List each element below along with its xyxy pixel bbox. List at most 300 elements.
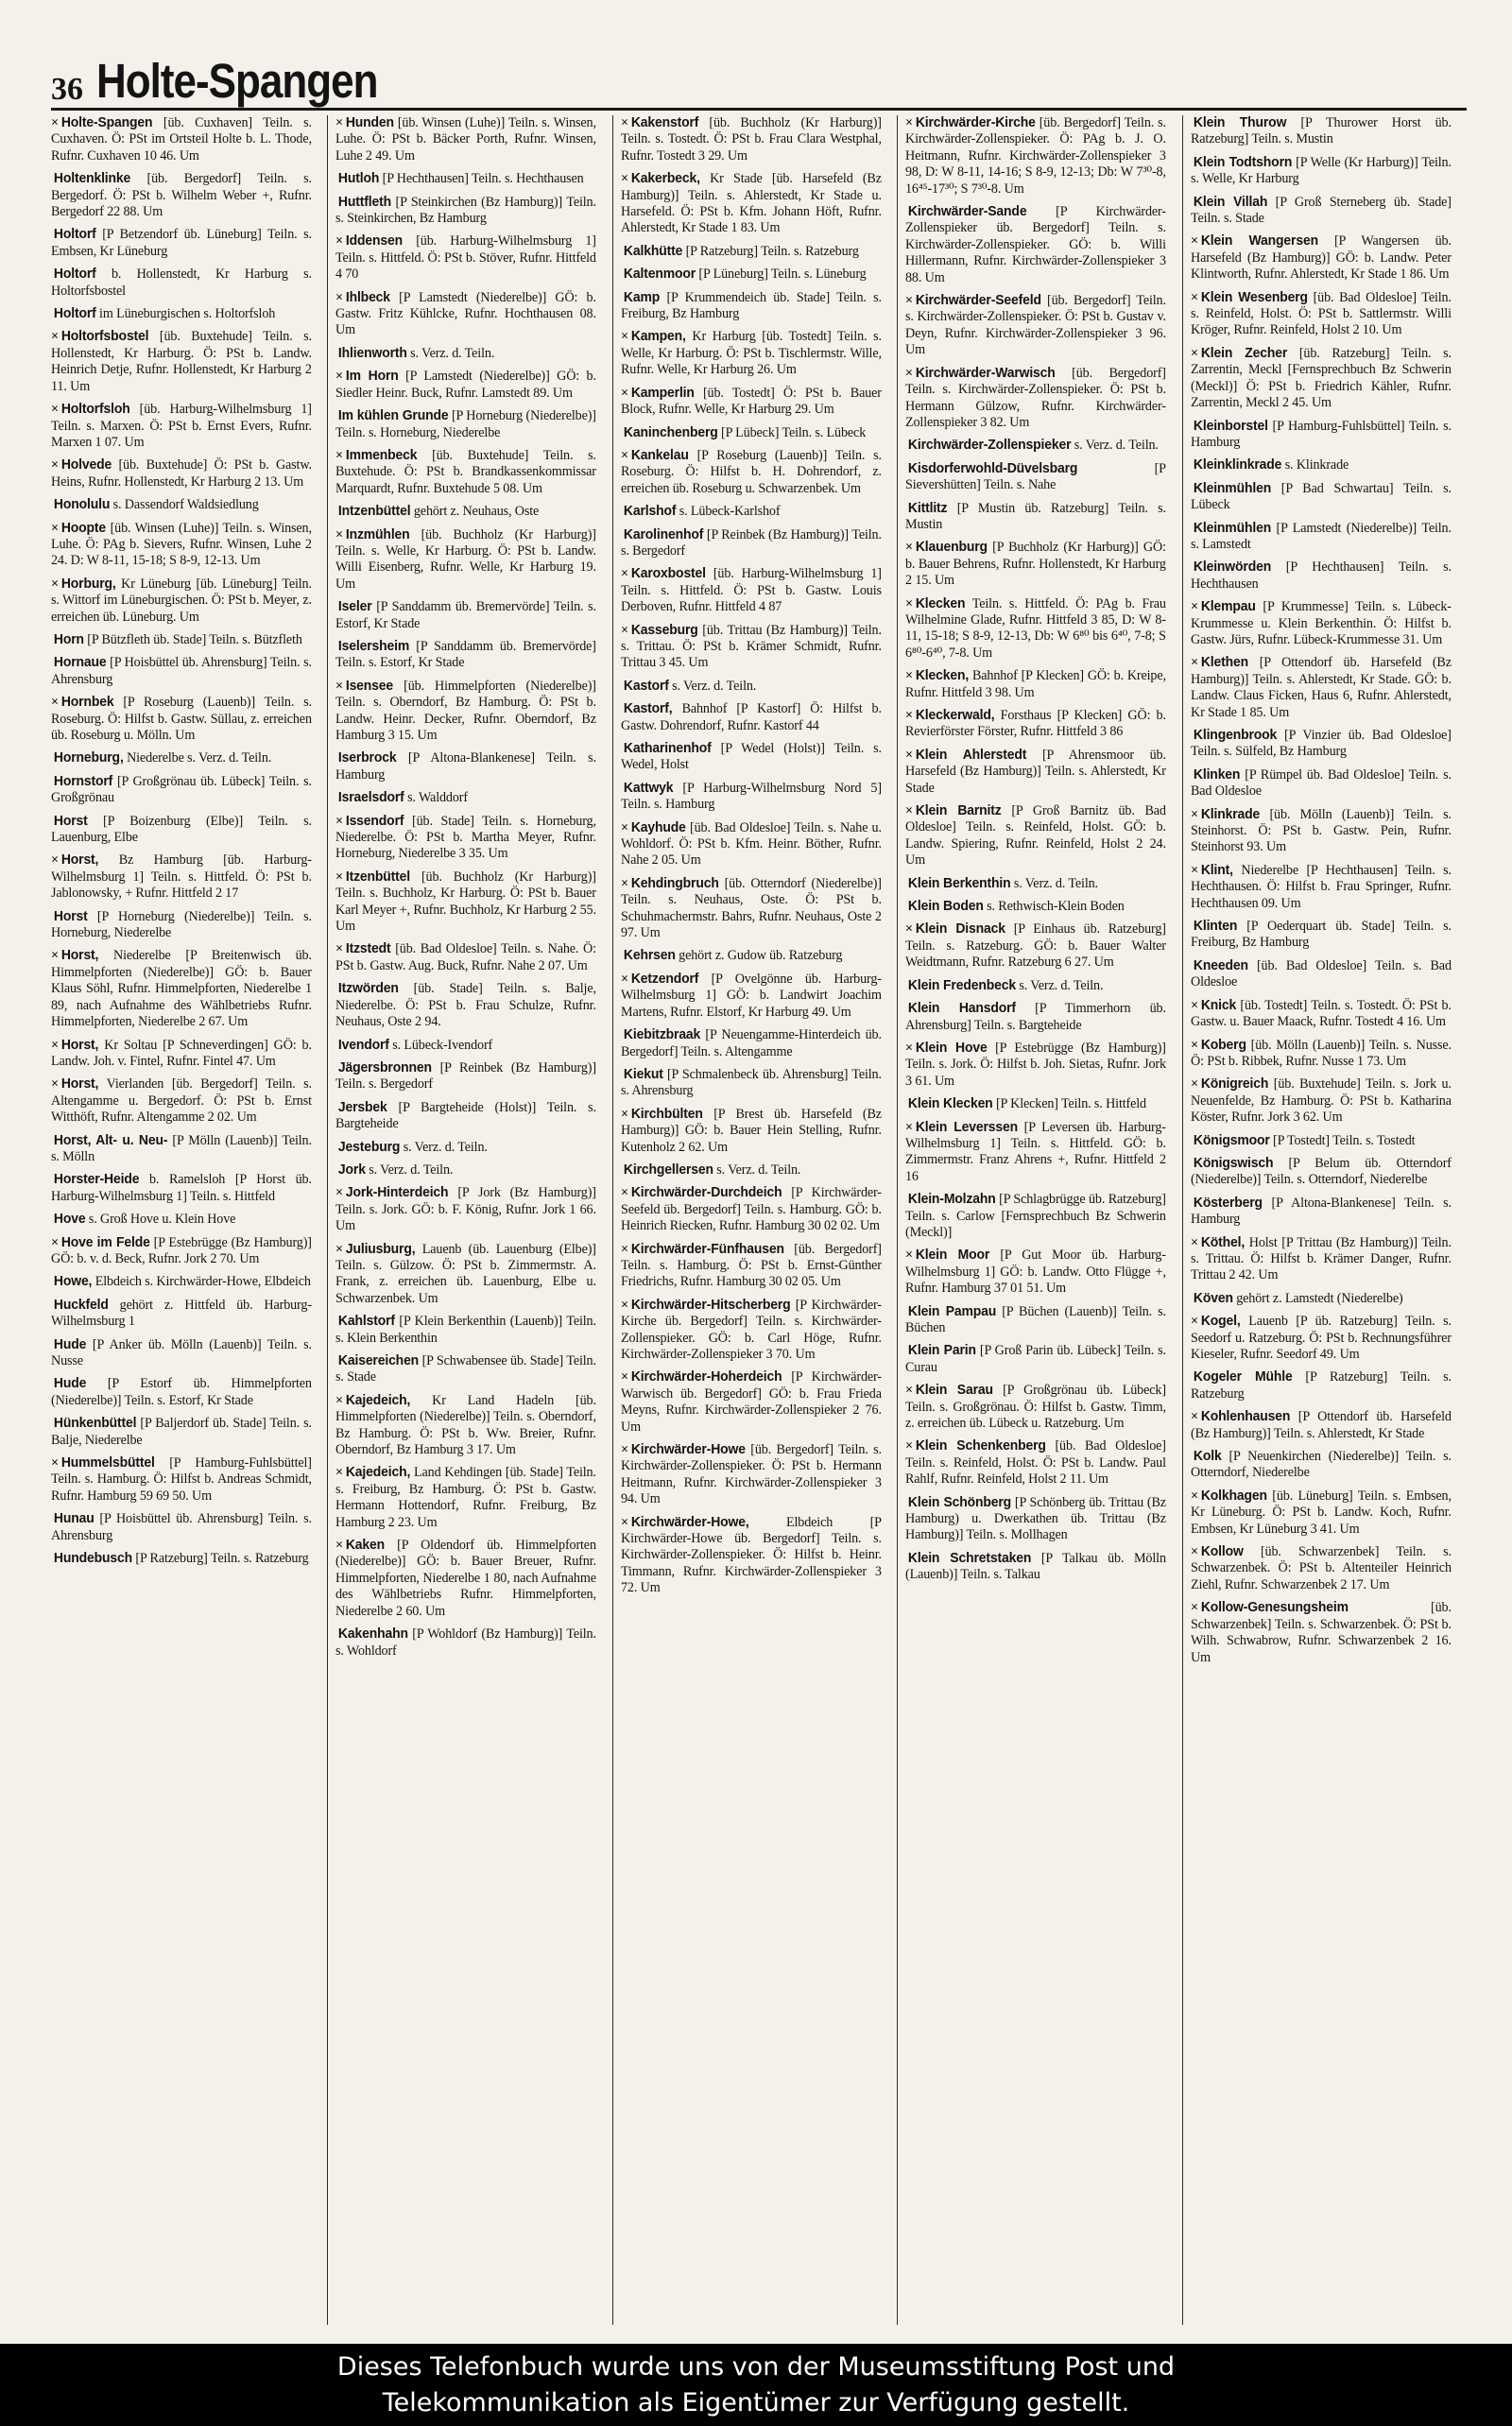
place-name: Klein-Molzahn — [908, 1192, 996, 1208]
directory-entry — [621, 701, 882, 734]
entry-details: [üb. Harburg-Wilhelmsburg 1] Teiln. s. Marxen. Ö: PSt b. Ernst Evers, Rufnr. Marxen 1 07. Um — [51, 402, 312, 450]
entry-details: [P Leversen üb. Harburg-Wilhelmsburg 1] Teiln. s. Hittfeld. GÖ: b. Zimmermstr. Franz Ahrens +, Rufnr. Hittfeld 2 16 — [905, 1119, 1167, 1184]
directory-entry — [621, 1369, 882, 1436]
directory-entry — [51, 632, 312, 648]
entry-details: [P Groß Parin üb. Lübeck] Teiln. s. Curau — [905, 1343, 1167, 1375]
directory-entry — [1191, 1409, 1452, 1442]
place-name: Horst, — [60, 948, 99, 964]
place-name: Holtenklinke — [53, 171, 131, 187]
entry-details: [P Ratzeburg] Teiln. s. Ratzeburg — [685, 243, 859, 259]
place-name: Hundebusch — [53, 1551, 132, 1567]
directory-entry — [335, 1353, 596, 1386]
directory-entry — [51, 576, 312, 626]
directory-entry — [621, 1298, 882, 1364]
header-rule — [51, 108, 1467, 111]
place-name: Jesteburg — [338, 1139, 401, 1155]
post-office-marker: × — [51, 520, 59, 536]
entry-details: [P Einhaus üb. Ratzeburg] Teiln. s. Ratzeburg. GÖ: b. Bauer Walter Weidtmann, Rufnr. Ratzeburg 6 27. Um — [905, 921, 1167, 971]
post-office-marker: × — [335, 1538, 344, 1554]
entry-details: [üb. Himmelpforten (Niederelbe)] Teiln. s. Oberndorf, Bz Hamburg. Ö: PSt b. Landw. Heinr. Decker, Rufnr. Oberndorf, Bz Hamburg 3 15. Um — [335, 678, 597, 743]
directory-entry — [51, 227, 312, 260]
entry-details: [P Reinbek (Bz Hamburg)] Teiln. s. Bergedorf — [620, 526, 882, 559]
post-office-marker: × — [1190, 233, 1198, 249]
directory-entry — [1191, 998, 1452, 1031]
post-office-marker: × — [620, 385, 628, 401]
directory-entry — [335, 290, 596, 339]
directory-entry — [905, 540, 1166, 589]
entry-details: [üb. Buchholz (Kr Harburg)] Teiln. s. Welle, Kr Harburg. Ö: PSt b. Landw. Willi Eisenberg, Rufnr. Welle, Kr Harburg 19. Um — [335, 526, 597, 592]
place-name: Hornstorf — [53, 773, 113, 789]
place-name: Köthel, — [1200, 1234, 1245, 1250]
directory-entry — [905, 1247, 1166, 1297]
entry-details: [P Kirchwärder-Seefeld üb. Bergedorf] Teiln. s. Hamburg. GÖ: b. Heinrich Riecken, Rufnr. Hamburg 30 02 02. Um — [620, 1185, 882, 1234]
place-name: Kohlenhausen — [1200, 1409, 1290, 1425]
entry-details: [P Mölln (Lauenb)] Teiln. s. Mölln — [51, 1132, 312, 1164]
place-name: Horster-Heide — [53, 1172, 140, 1188]
directory-entry — [905, 1001, 1166, 1034]
post-office-marker: × — [335, 115, 344, 130]
place-name: Jersbek — [338, 1099, 388, 1115]
directory-entry — [51, 1511, 312, 1544]
post-office-marker: × — [51, 576, 59, 592]
place-name: Hünkenbüttel — [53, 1416, 137, 1432]
entry-details: [üb. Buchholz (Kr Harburg)] Teiln. s. Tostedt. Ö: PSt b. Frau Clara Westphal, Rufnr. Tostedt 3 29. Um — [620, 115, 882, 163]
place-name: Kösterberg — [1193, 1195, 1263, 1211]
post-office-marker: × — [905, 921, 914, 938]
directory-entry — [51, 1172, 312, 1205]
entry-details: Teiln. s. Hittfeld. Ö: PAg b. Frau Wilhelmine Glade, Rufnr. Hittfeld 3 85, D: W 8-11, 15-18; S 8-9, 12-13, Db: W 6⁸⁰ bis 6⁴⁰, 7-8; S 6⁸⁰-6⁴⁰, 7-8. Um — [905, 595, 1167, 661]
entry-details: [P Wangersen üb. Harsefeld (Bz Hamburg)] GÖ: b. Landw. Peter Klintworth, Rufnr. Ahlerstedt, Kr Stade 1 86. Um — [1190, 233, 1452, 283]
entry-details: [P Altona-Blankenese] Teiln. s. Hamburg — [335, 750, 597, 783]
entry-details: [üb. Buxtehude] Teiln. s. Hollenstedt, Kr Harburg. Ö: PSt b. Landw. Heinrich Detje, Rufnr. Hollenstedt, Kr Harburg 2 11. Um — [51, 329, 312, 394]
entry-details: Niederelbe [P Hechthausen] Teiln. s. Hechthausen. Ö: Hilfst b. Frau Springer, Rufnr. Hechthausen 09. Um — [1190, 862, 1452, 911]
entry-details: [P Büchen (Lauenb)] Teiln. s. Büchen — [905, 1303, 1167, 1335]
entry-details: [P Oldendorf üb. Himmelpforten (Niederelbe)] GÖ: b. Bauer Breuer, Rufnr. Himmelpforten, Niederelbe 1 80, nach Aufnahme des Wählbetriebs Rufnr. Himmelpforten, Niederelbe 2 60. Um — [335, 1538, 597, 1619]
directory-entry — [1191, 1133, 1452, 1149]
place-name: Kastorf, — [623, 701, 673, 717]
post-office-marker: × — [335, 447, 344, 463]
directory-entry — [1191, 195, 1452, 228]
directory-entry — [51, 695, 312, 744]
entry-details: [P Großgrönau üb. Lübeck] Teiln. s. Großgrönau — [51, 773, 312, 806]
post-office-marker: × — [620, 171, 628, 187]
place-name: Kirchwärder-Zollenspieker — [908, 438, 1072, 454]
place-name: Klein Hove — [916, 1040, 988, 1056]
entry-details: [üb. Buchholz (Kr Harburg)] Teiln. s. Buchholz, Kr Harburg. Ö: PSt b. Bauer Karl Meyer +, Rufnr. Buchholz, Kr Harburg 2 55. Um — [335, 869, 597, 935]
directory-entry — [335, 369, 596, 402]
directory-entry — [1191, 1600, 1452, 1666]
directory-entry — [51, 814, 312, 847]
directory-entry — [621, 1442, 882, 1508]
place-name: Kirchwärder-Warwisch — [916, 365, 1056, 381]
entry-details: [üb. Cuxhaven] Teiln. s. Cuxhaven. Ö: PSt im Ortsteil Holte b. L. Thode, Rufnr. Cuxhaven 10 46. Um — [51, 115, 312, 163]
place-name: Katharinenhof — [623, 741, 712, 756]
place-name: Isensee — [346, 678, 394, 694]
post-office-marker: × — [905, 803, 914, 819]
place-name: Kajedeich, — [346, 1392, 411, 1408]
place-name: Ihlienworth — [338, 345, 408, 361]
entry-details: [üb. Schwarzenbek] Teiln. s. Schwarzenbek. Ö: PSt b. Wilh. Schwabrow, Rufnr. Schwarzenbek 2 16. Um — [1190, 1600, 1452, 1665]
place-name: Kleckerwald, — [916, 708, 995, 723]
entry-details: [P Ratzeburg] Teiln. s. Ratzeburg — [135, 1551, 309, 1567]
place-name: Koberg — [1200, 1037, 1246, 1053]
entry-details: Elbdeich [P Kirchwärder-Howe üb. Bergedorf] Teiln. s. Kirchwärder-Zollenspieker. Ö: Hilfst b. Heinr. Timmann, Rufnr. Kirchwärder-Zollenspieker 3 72. Um — [620, 1514, 882, 1596]
directory-entry — [51, 1235, 312, 1268]
place-name: Kogel, — [1200, 1314, 1241, 1330]
post-office-marker: × — [51, 329, 59, 345]
entry-details: Kr Harburg [üb. Tostedt] Teiln. s. Welle, Kr Harburg. Ö: PSt b. Tischlermstr. Wille, Rufnr. Welle, Kr Harburg 26. Um — [620, 329, 882, 378]
place-name: Klein Thurow — [1193, 115, 1286, 130]
entry-details: s. Rethwisch-Klein Boden — [987, 899, 1125, 915]
directory-entry — [1191, 559, 1452, 593]
place-name: Horst, — [60, 1076, 99, 1093]
entry-details: [üb. Buxtehude] Teiln. s. Buxtehude. Ö: PSt b. Brandkassenkommissar Marquardt, Rufnr. Buxtehude 5 08. Um — [335, 447, 597, 496]
directory-entry — [905, 899, 1166, 915]
place-name: Kneeden — [1193, 957, 1248, 973]
place-name: Kakenhahn — [338, 1626, 409, 1643]
entry-details: s. Verz. d. Teiln. — [1014, 875, 1099, 891]
directory-entry — [621, 1162, 882, 1179]
place-name: Holtorfsloh — [60, 402, 130, 418]
place-name: Kehrsen — [623, 948, 676, 964]
post-office-marker: × — [905, 708, 914, 723]
directory-entry — [905, 438, 1166, 454]
entry-details: [üb. Mölln (Lauenb)] Teiln. s. Steinhorst. Ö: PSt b. Gastw. Pein, Rufnr. Steinhorst 93. Um — [1190, 806, 1452, 855]
entry-details: [P Hechthausen] Teiln. s. Hechthausen — [1190, 559, 1452, 592]
entry-details: s. Klinkrade — [1284, 457, 1349, 473]
directory-entry — [905, 1041, 1166, 1090]
post-office-marker: × — [335, 369, 344, 385]
directory-entry — [621, 948, 882, 964]
place-name: Hummelsbüttel — [60, 1455, 155, 1471]
post-office-marker: × — [335, 813, 344, 829]
place-name: Huckfeld — [53, 1297, 109, 1313]
directory-entry — [905, 204, 1166, 286]
place-name: Jork-Hinterdeich — [346, 1185, 449, 1201]
directory-entry — [621, 425, 882, 441]
directory-entry — [1191, 728, 1452, 761]
entry-details: [P Baljerdorf üb. Stade] Teiln. s. Balje, Niederelbe — [51, 1416, 312, 1448]
place-name: Kleinmühlen — [1193, 480, 1271, 496]
entry-details: s. Groß Hove u. Klein Hove — [88, 1212, 236, 1228]
post-office-marker: × — [1190, 1234, 1198, 1250]
directory-entry — [905, 1495, 1166, 1544]
place-name: Kollow-Genesungsheim — [1200, 1600, 1349, 1616]
post-office-marker: × — [51, 1234, 59, 1250]
post-office-marker: × — [905, 1040, 914, 1056]
directory-entry — [1191, 233, 1452, 283]
directory-entry — [335, 1314, 596, 1347]
entry-details: [P Lamstedt (Niederelbe)] Teiln. s. Lamstedt — [1190, 520, 1452, 552]
entry-details: [üb. Bergedorf] Teiln. s. Kirchwärder-Zollenspieker. Ö: PSt b. Hermann Heitmann, Rufnr. Kirchwärder-Zollenspieker 3 94. Um — [620, 1442, 882, 1507]
place-name: Kisdorferwohld-Düvelsbarg — [908, 460, 1078, 476]
entry-details: [P Groß Sterneberg üb. Stade] Teiln. s. Stade — [1190, 194, 1452, 227]
directory-entry — [905, 748, 1166, 797]
post-office-marker: × — [335, 941, 344, 957]
entry-details: [P Boizenburg (Elbe)] Teiln. s. Lauenburg, Elbe — [51, 813, 312, 846]
directory-entry — [335, 171, 596, 187]
entry-details: [üb. Tostedt] Teiln. s. Tostedt. Ö: PSt b. Gastw. u. Bauer Maack, Rufnr. Tostedt 4 16. Um — [1190, 997, 1452, 1030]
place-name: Horneburg, — [53, 750, 124, 766]
place-name: Kaken — [346, 1538, 386, 1554]
entry-details: [P Mustin üb. Ratzeburg] Teiln. s. Mustin — [905, 500, 1167, 532]
place-name: Holvede — [60, 457, 112, 473]
place-name: Itzwörden — [338, 981, 400, 997]
directory-entry — [335, 1060, 596, 1093]
entry-details: [P Rümpel üb. Bad Oldesloe] Teiln. s. Bad Oldesloe — [1190, 766, 1452, 800]
place-name: Karlshof — [623, 504, 677, 520]
entry-details: [P Krummendeich üb. Stade] Teiln. s. Freiburg, Bz Hamburg — [620, 289, 882, 322]
entry-details: im Lüneburgischen s. Holtorfsloh — [99, 306, 276, 322]
directory-entry — [335, 814, 596, 863]
entry-details: s. Verz. d. Teiln. — [716, 1161, 801, 1178]
place-name: Kirchwärder-Howe, — [630, 1514, 749, 1530]
post-office-marker: × — [335, 289, 344, 305]
place-name: Kastorf — [623, 678, 669, 694]
entry-details: Elbdeich s. Kirchwärder-Howe, Elbdeich — [94, 1274, 311, 1290]
directory-entry — [51, 267, 312, 300]
entry-details: [P Estorf üb. Himmelpforten (Niederelbe)] Teiln. s. Estorf, Kr Stade — [51, 1376, 312, 1408]
directory-entry — [905, 803, 1166, 869]
entry-details: [üb. Winsen (Luhe)] Teiln. s. Winsen, Luhe. Ö: PAg b. Sievers, Rufnr. Winsen, Luhe 2 24. D: W 8-11, 15-18; S 8-9, 12-13. Um — [51, 520, 312, 569]
entry-details: [P Schmalenbeck üb. Ahrensburg] Teiln. s. Ahrensburg — [620, 1066, 882, 1099]
entry-details: [P Tostedt] Teiln. s. Tostedt — [1272, 1132, 1416, 1148]
place-name: Kirchgellersen — [623, 1161, 713, 1178]
directory-entry — [335, 346, 596, 362]
entry-details: Forsthaus [P Klecken] GÖ: b. Revierförster Förster, Rufnr. Hittfeld 3 86 — [905, 708, 1167, 740]
place-name: Holtorfsbostel — [60, 329, 149, 345]
place-name: Kampen, — [630, 329, 686, 345]
place-name: Karoxbostel — [630, 566, 706, 582]
directory-entry — [905, 1192, 1166, 1241]
directory-entry — [905, 978, 1166, 994]
place-name: Horburg, — [60, 576, 116, 592]
place-name: Kirchwärder-Durchdeich — [630, 1185, 782, 1201]
place-name: Klein Wesenberg — [1200, 289, 1308, 305]
directory-entry — [51, 521, 312, 570]
entry-details: [P Roseburg (Lauenb)] Teiln. s. Roseburg. Ö: Hilfst b. Gastw. Süllau, z. erreichen üb. Roseburg u. Mölln. Um — [51, 695, 312, 743]
directory-entry — [621, 741, 882, 774]
place-name: Klein Moor — [916, 1247, 990, 1264]
entry-details: Land Kehdingen [üb. Stade] Teiln. s. Freiburg, Bz Hamburg. Ö: PSt b. Gastw. Hermann Hottendorf, Rufnr. Freiburg, Bz Hamburg 2 23. Um — [335, 1465, 597, 1530]
entry-details: s. Verz. d. Teiln. — [671, 678, 757, 694]
directory-entry — [1191, 1235, 1452, 1284]
entry-details: [P Klecken] Teiln. s. Hittfeld — [996, 1096, 1147, 1112]
post-office-marker: × — [335, 869, 344, 885]
directory-entry — [621, 1027, 882, 1060]
entry-details: [P Kirchwärder-Kirche üb. Bergedorf] Teiln. s. Kirchwärder-Zollenspieker. GÖ: b. Carl Höge, Rufnr. Kirchwärder-Zollenspieker 3 70. Um — [620, 1297, 882, 1362]
post-office-marker: × — [905, 1247, 914, 1264]
place-name: Hornbek — [60, 695, 114, 711]
entry-details: s. Dassendorf Waldsiedlung — [112, 497, 259, 513]
place-name: Kolkhagen — [1200, 1488, 1267, 1504]
place-name: Kalkhütte — [623, 243, 683, 259]
entry-details: [P Neuengamme-Hinterdeich üb. Bergedorf] Teiln. s. Altengamme — [620, 1027, 882, 1059]
directory-entry — [905, 668, 1166, 701]
place-name: Kakenstorf — [630, 115, 699, 130]
post-office-marker: × — [905, 115, 914, 130]
entry-details: [üb. Buxtehude] Ö: PSt b. Gastw. Heins, Rufnr. Hollenstedt, Kr Harburg 2 13. Um — [51, 457, 312, 490]
post-office-marker: × — [1190, 1076, 1198, 1093]
entry-details: [üb. Stade] Teiln. s. Balje, Niederelbe. Ö: PSt b. Frau Schulze, Rufnr. Neuhaus, Oste 2 94. — [335, 981, 597, 1030]
entry-details: s. Verz. d. Teiln. — [1019, 977, 1104, 993]
directory-entry — [621, 1107, 882, 1156]
entry-details: gehört z. Neuhaus, Oste — [414, 504, 540, 520]
directory-entry — [621, 115, 882, 164]
entry-details: [P Kirchwärder-Warwisch üb. Bergedorf] GÖ: b. Frau Frieda Meyns, Rufnr. Kirchwärder-Zollenspieker 2 76. Um — [620, 1369, 882, 1435]
directory-entry — [51, 1212, 312, 1228]
directory-entry — [51, 1337, 312, 1370]
directory-entry — [335, 599, 596, 632]
directory-entry — [51, 497, 312, 513]
place-name: Huttfleth — [338, 194, 392, 210]
place-name: Horst, — [60, 852, 99, 869]
directory-entry — [335, 233, 596, 283]
place-name: Klein Todtshorn — [1193, 154, 1292, 170]
place-name: Klint, — [1200, 862, 1233, 878]
directory-entry — [905, 1304, 1166, 1337]
directory-entry — [621, 566, 882, 615]
directory-entry — [335, 1242, 596, 1308]
place-name: Klein Disnack — [916, 921, 1006, 938]
post-office-marker: × — [335, 1392, 344, 1408]
directory-entry — [51, 1551, 312, 1567]
post-office-marker: × — [620, 1442, 628, 1458]
place-name: Inzmühlen — [346, 526, 410, 542]
entry-details: s. Verz. d. Teiln. — [1074, 438, 1160, 454]
place-name: Ihlbeck — [346, 289, 391, 305]
entry-details: [P Wedel (Holst)] Teiln. s. Wedel, Holst — [620, 741, 882, 773]
directory-entry — [51, 948, 312, 1030]
entry-details: [P Ottendorf üb. Harsefeld (Bz Hamburg)] Teiln. s. Ahlerstedt, Kr Stade — [1190, 1409, 1452, 1441]
place-name: Horst, Alt- u. Neu- — [53, 1132, 168, 1148]
place-name: Iserbrock — [338, 750, 397, 766]
entry-details: s. Verz. d. Teiln. — [404, 1139, 489, 1155]
entry-details: [üb. Bad Oldesloe] Teiln. s. Nahe u. Wohldorf. Ö: PSt b. Kfm. Heinr. Böther, Rufnr. Nahe 2 05. Um — [620, 819, 882, 869]
place-name: Horst — [53, 813, 88, 829]
place-name: Im kühlen Grunde — [338, 408, 449, 424]
place-name: Kayhude — [630, 819, 686, 835]
directory-entry — [1191, 346, 1452, 412]
post-office-marker: × — [905, 293, 914, 309]
place-name: Kasseburg — [630, 622, 698, 638]
place-name: Horst — [53, 908, 88, 924]
directory-entry — [335, 504, 596, 520]
entry-details: [P Talkau üb. Mölln (Lauenb)] Teiln. s. Talkau — [905, 1550, 1167, 1583]
directory-entry — [335, 941, 596, 974]
post-office-marker: × — [335, 1241, 344, 1257]
place-name: Köven — [1193, 1290, 1233, 1306]
place-name: Klein Sarau — [916, 1383, 994, 1399]
entry-details: s. Walddorf — [407, 790, 469, 806]
entry-details: s. Lübeck-Karlshof — [679, 504, 781, 520]
place-name: Hunau — [53, 1511, 94, 1527]
place-name: Hove im Felde — [60, 1234, 150, 1250]
entry-details: [üb. Trittau (Bz Hamburg)] Teiln. s. Trittau. Ö: PSt b. Krämer Schmidt, Rufnr. Trittau 3 45. Um — [620, 622, 882, 671]
entry-details: [P Horneburg (Niederelbe)] Teiln. s. Horneburg, Niederelbe — [335, 408, 597, 440]
place-name: Hornaue — [53, 655, 107, 671]
post-office-marker: × — [620, 1514, 628, 1530]
directory-entry — [621, 267, 882, 283]
post-office-marker: × — [335, 678, 344, 694]
entry-details: [P Groß Barnitz üb. Bad Oldesloe] Teiln. s. Reinfeld, Holst. GÖ: b. Landw. Spiering, Rufnr. Reinfeld, Holst 2 24. Um — [905, 803, 1167, 869]
place-name: Klein Pampau — [908, 1303, 997, 1319]
place-name: Klinten — [1193, 919, 1237, 935]
entry-details: [P Lüneburg] Teiln. s. Lüneburg — [698, 267, 867, 283]
entry-details: gehört z. Hittfeld üb. Harburg-Wilhelmsburg 1 — [51, 1297, 312, 1330]
place-name: Itzenbüttel — [346, 869, 411, 885]
entry-details: Vierlanden [üb. Bergedorf] Teiln. s. Altengamme u. Bergedorf. Ö: PSt b. Ernst Witthöft, Rufnr. Altengamme 2 02. Um — [51, 1076, 312, 1126]
post-office-marker: × — [1190, 862, 1198, 878]
directory-entry — [1191, 521, 1452, 554]
post-office-marker: × — [905, 365, 914, 381]
directory-entry — [905, 1551, 1166, 1584]
entry-details: [üb. Tostedt] Ö: PSt b. Bauer Block, Rufnr. Welle, Kr Harburg 29. Um — [620, 385, 882, 418]
directory-entry — [51, 909, 312, 942]
post-office-marker: × — [1190, 806, 1198, 822]
entry-details: [P Hechthausen] Teiln. s. Hechthausen — [383, 171, 585, 187]
post-office-marker: × — [335, 1185, 344, 1201]
entry-details: [P Schwabensee üb. Stade] Teiln. s. Stade — [335, 1353, 597, 1385]
directory-entry — [905, 876, 1166, 892]
directory-entry — [1191, 1076, 1452, 1126]
footer-line-2: Telekommunikation als Eigentümer zur Verfügung gestellt. — [382, 2388, 1130, 2417]
post-office-marker: × — [51, 1076, 59, 1093]
directory-entry — [51, 1376, 312, 1409]
directory-entry — [1191, 1544, 1452, 1593]
place-name: Kirchwärder-Howe — [630, 1442, 746, 1458]
directory-entry — [621, 781, 882, 814]
place-name: Kehdingbruch — [630, 875, 719, 891]
directory-entry — [1191, 155, 1452, 188]
directory-entry — [905, 115, 1166, 198]
post-office-marker: × — [1190, 997, 1198, 1013]
post-office-marker: × — [1190, 289, 1198, 305]
entry-details: [P Horneburg (Niederelbe)] Teiln. s. Horneburg, Niederelbe — [51, 908, 312, 941]
entry-details: [P Anker üb. Mölln (Lauenb)] Teiln. s. Nusse — [51, 1336, 312, 1368]
post-office-marker: × — [335, 1465, 344, 1481]
entry-details: [P Ahrensmoor üb. Harsefeld (Bz Hamburg)] Teiln. s. Ahlerstedt, Kr Stade — [905, 747, 1167, 796]
entry-details: [üb. Bad Oldesloe] Teiln. s. Reinfeld, Holst. Ö: PSt b. Sattlermstr. Willi Kröger, Rufnr. Reinfeld, Holst 2 10. Um — [1190, 289, 1452, 338]
directory-entry — [51, 774, 312, 807]
directory-entry — [335, 408, 596, 441]
entry-details: [P Bad Schwartau] Teiln. s. Lübeck — [1190, 480, 1452, 513]
directory-entry — [621, 386, 882, 419]
post-office-marker: × — [51, 1455, 59, 1471]
directory-entry — [51, 1133, 312, 1166]
directory-entry — [335, 1140, 596, 1156]
column-5 — [1182, 115, 1467, 2325]
directory-entry — [621, 1067, 882, 1100]
place-name: Kiekut — [623, 1066, 663, 1082]
post-office-marker: × — [620, 1369, 628, 1385]
place-name: Klingenbrook — [1193, 728, 1277, 743]
place-name: Kahlstorf — [338, 1314, 396, 1330]
place-name: Klein Fredenbeck — [908, 977, 1017, 993]
directory-entry — [1191, 481, 1452, 514]
place-name: Howe, — [53, 1274, 93, 1290]
place-name: Klein Wangersen — [1200, 233, 1318, 249]
directory-entry — [51, 1038, 312, 1071]
entry-details: Niederelbe [P Breitenwisch üb. Himmelpforten (Niederelbe)] GÖ: b. Bauer Klaus Söhl, Rufnr. Himmelpforten, Niederelbe 1 89, nach Aufnahme des Wählbetriebs Rufnr. Himmelpforten, Niederelbe 2 67. Um — [51, 948, 312, 1030]
place-name: Hoopte — [60, 520, 107, 536]
directory-entry — [621, 527, 882, 560]
place-name: Kleinwörden — [1193, 559, 1271, 576]
directory-entry — [621, 448, 882, 497]
directory-entry — [1191, 1314, 1452, 1363]
directory-entry — [51, 1274, 312, 1290]
column-4 — [897, 115, 1181, 2325]
